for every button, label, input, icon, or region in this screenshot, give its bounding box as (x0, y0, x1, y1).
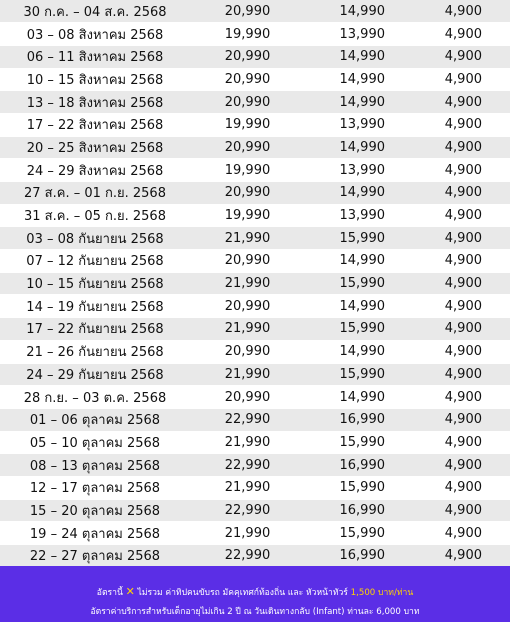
table-row (0, 0, 510, 23)
price-col-1-cell: 20,990 (190, 386, 305, 409)
table-row (0, 431, 510, 454)
price-col-1-cell: 22,990 (190, 408, 305, 431)
price-col-3-cell: 4,900 (425, 386, 510, 409)
travel-dates-cell: 22 – 27 ตุลาคม 2568 (0, 545, 190, 568)
price-col-3-cell: 4,900 (425, 318, 510, 341)
travel-dates-cell: 20 – 25 สิงหาคม 2568 (0, 136, 190, 159)
price-col-3-cell: 4,900 (425, 159, 510, 182)
table-row (0, 23, 510, 46)
travel-dates-cell: 08 – 13 ตุลาคม 2568 (0, 454, 190, 477)
travel-dates-cell: 24 – 29 สิงหาคม 2568 (0, 159, 190, 182)
price-col-1-cell: 22,990 (190, 454, 305, 477)
price-col-3-cell: 4,900 (425, 113, 510, 136)
price-col-2-cell: 14,990 (305, 136, 425, 159)
price-col-2-cell: 13,990 (305, 23, 425, 46)
table-row (0, 113, 510, 136)
price-col-2-cell: 15,990 (305, 522, 425, 545)
price-col-2-cell: 16,990 (305, 454, 425, 477)
table-row (0, 68, 510, 91)
price-col-1-cell: 20,990 (190, 295, 305, 318)
price-col-2-cell: 15,990 (305, 476, 425, 499)
table-row (0, 522, 510, 545)
price-col-1-cell: 21,990 (190, 272, 305, 295)
price-col-2-cell: 16,990 (305, 499, 425, 522)
price-col-1-cell: 20,990 (190, 45, 305, 68)
price-col-3-cell: 4,900 (425, 522, 510, 545)
price-col-2-cell: 14,990 (305, 68, 425, 91)
travel-dates-cell: 12 – 17 ตุลาคม 2568 (0, 476, 190, 499)
table-row (0, 136, 510, 159)
travel-dates-cell: 05 – 10 ตุลาคม 2568 (0, 431, 190, 454)
price-col-2-cell: 15,990 (305, 318, 425, 341)
price-col-2-cell: 14,990 (305, 182, 425, 205)
footer-line-1 (0, 582, 510, 603)
price-col-1-cell: 20,990 (190, 182, 305, 205)
price-col-1-cell: 21,990 (190, 227, 305, 250)
price-col-2-cell: 14,990 (305, 386, 425, 409)
table-row (0, 386, 510, 409)
travel-dates-cell: 15 – 20 ตุลาคม 2568 (0, 499, 190, 522)
travel-dates-cell: 10 – 15 สิงหาคม 2568 (0, 68, 190, 91)
price-col-1-cell: 20,990 (190, 0, 305, 23)
price-col-1-cell: 20,990 (190, 250, 305, 273)
table-row (0, 499, 510, 522)
table-row (0, 272, 510, 295)
price-col-3-cell: 4,900 (425, 340, 510, 363)
travel-dates-cell: 10 – 15 กันยายน 2568 (0, 272, 190, 295)
travel-dates-cell: 03 – 08 สิงหาคม 2568 (0, 23, 190, 46)
price-col-3-cell: 4,900 (425, 204, 510, 227)
price-col-3-cell: 4,900 (425, 408, 510, 431)
footer-note (0, 566, 510, 622)
price-col-3-cell: 4,900 (425, 45, 510, 68)
travel-dates-cell: 06 – 11 สิงหาคม 2568 (0, 45, 190, 68)
price-col-3-cell: 4,900 (425, 454, 510, 477)
price-col-1-cell: 22,990 (190, 499, 305, 522)
price-col-2-cell: 13,990 (305, 204, 425, 227)
table-row (0, 45, 510, 68)
table-row (0, 363, 510, 386)
price-col-1-cell: 21,990 (190, 431, 305, 454)
price-col-1-cell: 21,990 (190, 363, 305, 386)
price-col-1-cell: 20,990 (190, 136, 305, 159)
price-col-3-cell: 4,900 (425, 182, 510, 205)
travel-dates-cell: 27 ส.ค. – 01 ก.ย. 2568 (0, 182, 190, 205)
travel-dates-cell: 28 ก.ย. – 03 ต.ค. 2568 (0, 386, 190, 409)
price-col-1-cell: 19,990 (190, 113, 305, 136)
price-col-3-cell: 4,900 (425, 250, 510, 273)
table-row (0, 91, 510, 114)
price-col-2-cell: 14,990 (305, 45, 425, 68)
travel-dates-cell: 31 ส.ค. – 05 ก.ย. 2568 (0, 204, 190, 227)
price-col-1-cell: 20,990 (190, 91, 305, 114)
price-col-2-cell: 14,990 (305, 0, 425, 23)
price-col-3-cell: 4,900 (425, 363, 510, 386)
price-col-2-cell: 14,990 (305, 340, 425, 363)
travel-dates-cell: 17 – 22 กันยายน 2568 (0, 318, 190, 341)
table-row (0, 318, 510, 341)
travel-dates-cell: 19 – 24 ตุลาคม 2568 (0, 522, 190, 545)
table-row (0, 408, 510, 431)
travel-dates-cell: 01 – 06 ตุลาคม 2568 (0, 408, 190, 431)
table-row (0, 250, 510, 273)
travel-dates-cell: 30 ก.ค. – 04 ส.ค. 2568 (0, 0, 190, 23)
footer-line-2: อัตราค่าบริการสำหรับเด็กอายุไม่เกิน 2 ปี ณ วันเดินทางกลับ (Infant) ท่านละ 6,000 บาท (90, 607, 420, 617)
price-col-1-cell: 21,990 (190, 476, 305, 499)
price-col-2-cell: 15,990 (305, 431, 425, 454)
price-col-1-cell: 19,990 (190, 159, 305, 182)
table-row (0, 182, 510, 205)
cross-icon: ✕ (125, 585, 135, 598)
price-col-1-cell: 19,990 (190, 204, 305, 227)
table-row (0, 295, 510, 318)
price-col-1-cell: 21,990 (190, 522, 305, 545)
price-col-2-cell: 15,990 (305, 363, 425, 386)
price-col-3-cell: 4,900 (425, 227, 510, 250)
price-col-3-cell: 4,900 (425, 272, 510, 295)
footer-prefix: อัตรานี้ (96, 588, 123, 598)
footer-tip-price: 1,500 บาท/ท่าน (350, 588, 414, 598)
price-col-2-cell: 13,990 (305, 113, 425, 136)
price-col-2-cell: 16,990 (305, 408, 425, 431)
price-col-3-cell: 4,900 (425, 68, 510, 91)
price-col-2-cell: 15,990 (305, 227, 425, 250)
travel-dates-cell: 14 – 19 กันยายน 2568 (0, 295, 190, 318)
price-col-3-cell: 4,900 (425, 295, 510, 318)
travel-dates-cell: 07 – 12 กันยายน 2568 (0, 250, 190, 273)
price-col-3-cell: 4,900 (425, 431, 510, 454)
price-col-3-cell: 4,900 (425, 476, 510, 499)
table-row (0, 454, 510, 477)
table-row (0, 476, 510, 499)
price-col-2-cell: 15,990 (305, 272, 425, 295)
price-col-3-cell: 4,900 (425, 23, 510, 46)
table-row (0, 340, 510, 363)
travel-dates-cell: 24 – 29 กันยายน 2568 (0, 363, 190, 386)
price-col-3-cell: 4,900 (425, 136, 510, 159)
table-row (0, 227, 510, 250)
price-col-2-cell: 13,990 (305, 159, 425, 182)
price-col-1-cell: 22,990 (190, 545, 305, 568)
travel-dates-cell: 13 – 18 สิงหาคม 2568 (0, 91, 190, 114)
price-col-1-cell: 20,990 (190, 68, 305, 91)
price-col-3-cell: 4,900 (425, 0, 510, 23)
travel-dates-cell: 03 – 08 กันยายน 2568 (0, 227, 190, 250)
price-col-2-cell: 14,990 (305, 91, 425, 114)
price-col-3-cell: 4,900 (425, 499, 510, 522)
price-col-1-cell: 19,990 (190, 23, 305, 46)
price-col-3-cell: 4,900 (425, 545, 510, 568)
travel-dates-cell: 21 – 26 กันยายน 2568 (0, 340, 190, 363)
table-row (0, 545, 510, 568)
table-row (0, 159, 510, 182)
price-col-2-cell: 14,990 (305, 250, 425, 273)
price-col-2-cell: 14,990 (305, 295, 425, 318)
price-col-1-cell: 20,990 (190, 340, 305, 363)
price-col-1-cell: 21,990 (190, 318, 305, 341)
price-col-2-cell: 16,990 (305, 545, 425, 568)
price-col-3-cell: 4,900 (425, 91, 510, 114)
footer-exclusion-text: ไม่รวม ค่าทิปคนขับรถ มัคคุเทศก์ท้องถิ่น และ หัวหน้าทัวร์ (137, 588, 348, 598)
table-row (0, 204, 510, 227)
travel-dates-cell: 17 – 22 สิงหาคม 2568 (0, 113, 190, 136)
